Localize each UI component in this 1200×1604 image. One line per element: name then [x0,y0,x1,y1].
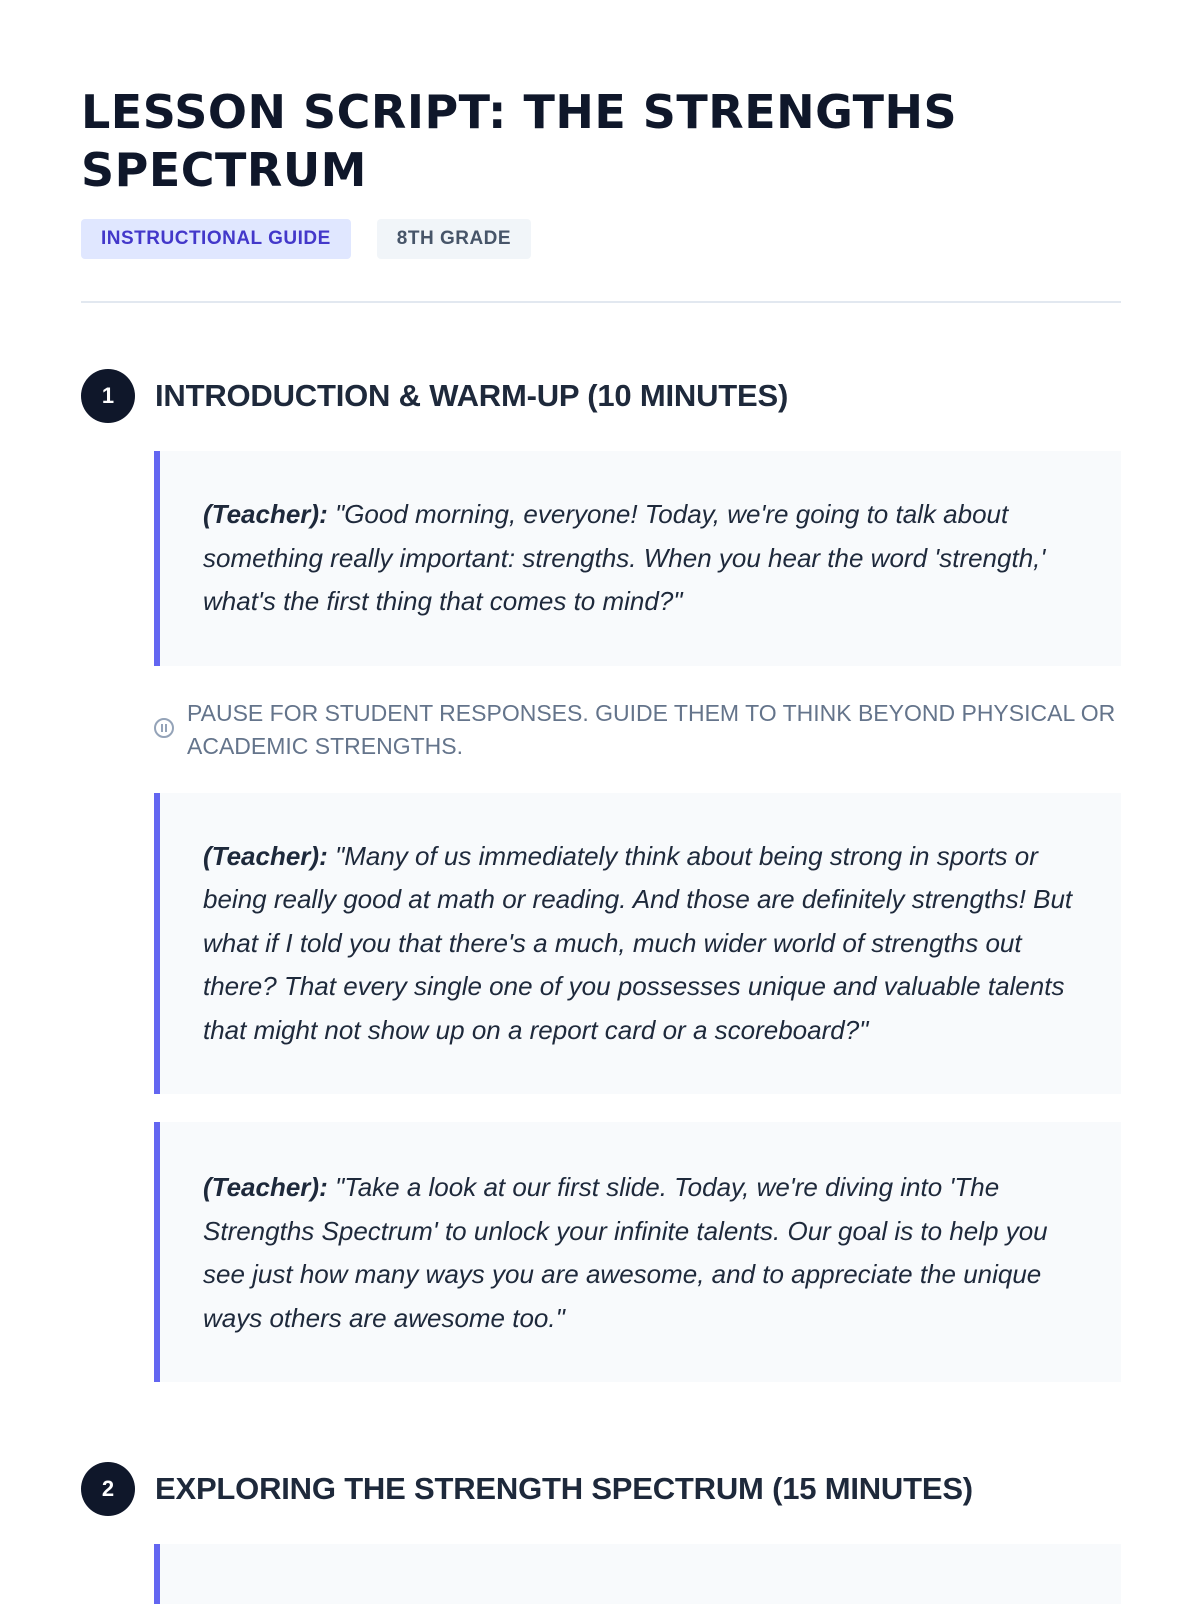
speaker-label: (Teacher): [203,1172,328,1202]
dialogue-text: "Good morning, everyone! Today, we're going to talk about something really important: strengths. When you hear the word 'strength,' what's the first thing that comes to mind?" [203,499,1046,616]
section-2-body [154,1544,1121,1604]
teacher-dialogue-2 [154,793,1121,1095]
badge-row [81,219,1121,259]
dialogue-text: "Many of us immediately think about being strong in sports or being really good at math or reading. And those are definitely strengths! But what if I told you that there's a much, much wider world of strengths out there? That every single one of you possesses unique and valuable talents that might not show up on a report card or a scoreboard?" [203,840,1073,1045]
teacher-dialogue-3 [154,1122,1121,1382]
teacher-dialogue-4 [154,1544,1121,1604]
speaker-label: (Teacher): [203,840,328,871]
header-divider [81,301,1121,303]
dialogue-text: "Take a look at our first slide. Today, we're diving into 'The Strengths Spectrum' to unlock your infinite talents. Our goal is to help you see just how many ways you are awesome, and to appreciate the unique ways others are awesome too." [203,1172,1048,1333]
section-1-title: INTRODUCTION & WARM-UP (10 MINUTES) [155,378,789,413]
pause-instruction [154,697,1121,763]
section-2-title: EXPLORING THE STRENGTH SPECTRUM (15 MINUTES) [155,1471,973,1506]
speaker-label: (Teacher): [203,499,328,529]
pause-icon [154,718,174,738]
section-1-number-badge: 1 [81,369,135,423]
instructional-guide-badge: INSTRUCTIONAL GUIDE [81,219,351,259]
section-2-number-badge: 2 [81,1462,135,1516]
teacher-dialogue-1 [154,451,1121,666]
pause-instruction-text: PAUSE FOR STUDENT RESPONSES. GUIDE THEM TO THINK BEYOND PHYSICAL OR ACADEMIC STRENGTHS. [187,699,1116,759]
section-1-header [81,369,1121,423]
grade-badge: 8TH GRADE [377,219,531,259]
page-title: LESSON SCRIPT: THE STRENGTHS SPECTRUM [81,85,958,197]
section-2-header [81,1462,1121,1516]
section-1-body [154,451,1121,1382]
lesson-script-page [81,0,1121,1604]
